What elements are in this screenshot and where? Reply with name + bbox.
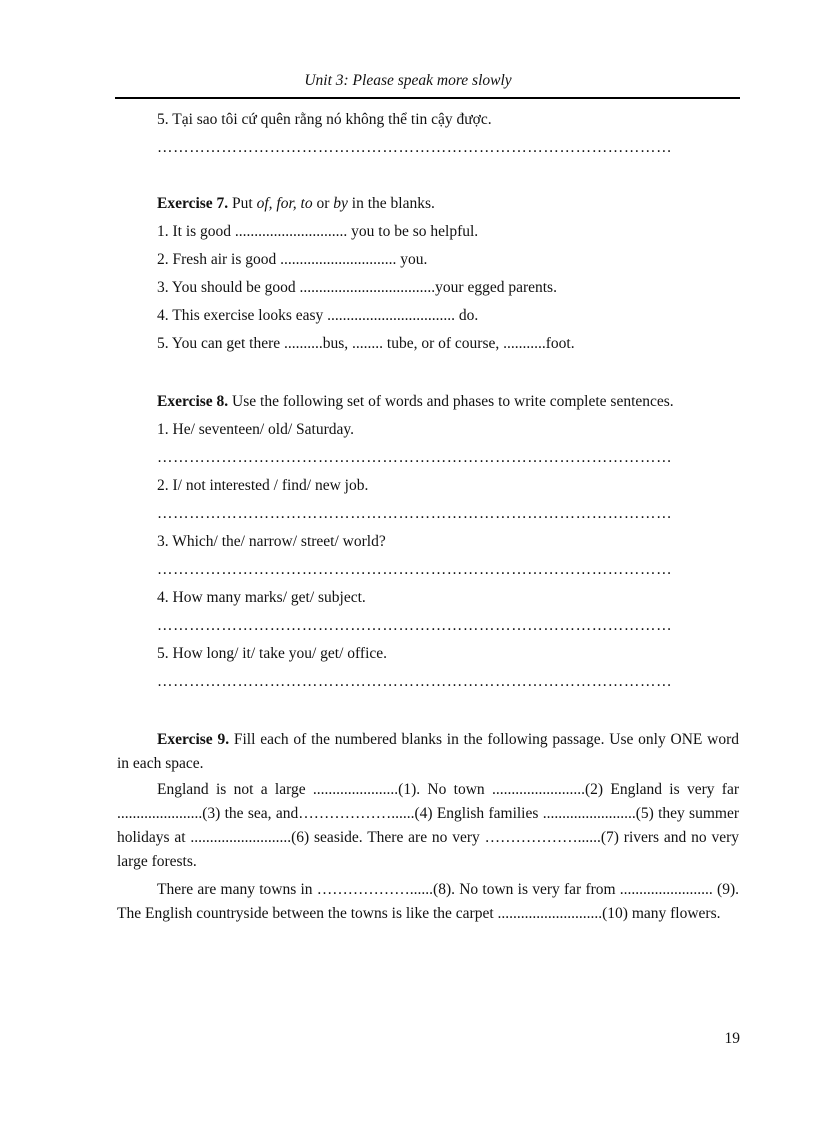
- exercise-8-item: 3. Which/ the/ narrow/ street/ world?: [157, 533, 386, 550]
- running-head: Unit 3: Please speak more slowly: [304, 72, 512, 89]
- exercise-8-label: Exercise 8.: [157, 393, 229, 410]
- exercise-9-heading: [117, 728, 739, 776]
- exercise-7-item: 4. This exercise looks easy ................................. do.: [157, 307, 479, 324]
- exercise-7-item: 1. It is good ............................. you to be so helpful.: [157, 223, 479, 240]
- exercise-8-item: 1. He/ seventeen/ old/ Saturday.: [157, 421, 354, 438]
- answer-line: ……………………………………………………………………………………: [157, 505, 673, 522]
- passage-paragraph: England is not a large ......................(1). No town ........................(2) England is very far ......................(3) the sea, and………………......(4) English families ........................(5) they summer holidays at ..........................(6) seaside. There are no very ………………......(7) rivers and no very large forests.: [117, 781, 739, 870]
- answer-line: ……………………………………………………………………………………: [157, 673, 673, 690]
- answer-line: ……………………………………………………………………………………: [157, 139, 673, 156]
- exercise-9-passage-2: [117, 878, 739, 926]
- exercise-7-heading: [117, 190, 739, 218]
- exercise-9-instruction: Fill each of the numbered blanks in the following passage. Use only ONE word in each space.: [117, 731, 739, 772]
- exercise-8-item: 2. I/ not interested / find/ new job.: [157, 477, 369, 494]
- exercise-8-heading: [117, 390, 739, 414]
- exercise-8-item: 4. How many marks/ get/ subject.: [157, 589, 366, 606]
- exercise-7-label: Exercise 7.: [157, 195, 229, 212]
- exercise-9-label: Exercise 9.: [157, 731, 230, 748]
- exercise-7-inst-by: by: [333, 195, 348, 212]
- exercise-7-inst-words: of, for, to: [256, 195, 313, 212]
- exercise-9-passage-1: [117, 778, 739, 874]
- answer-line: ……………………………………………………………………………………: [157, 617, 673, 634]
- page-content: [117, 106, 739, 926]
- top-item-5: 5. Tại sao tôi cứ quên rằng nó không thể tin cậy được.: [157, 111, 492, 128]
- answer-line: ……………………………………………………………………………………: [157, 449, 673, 466]
- exercise-7-inst-or: or: [316, 195, 330, 212]
- exercise-7-inst-post: in the blanks.: [351, 195, 435, 212]
- exercise-8-item: 5. How long/ it/ take you/ get/ office.: [157, 645, 388, 662]
- exercise-8-instruction: Use the following set of words and phases to write complete sentences.: [232, 393, 674, 410]
- exercise-7-inst-pre: Put: [232, 195, 253, 212]
- page-number: 19: [724, 1030, 740, 1047]
- exercise-7-item: 3. You should be good ...................................your egged parents.: [157, 279, 557, 296]
- header-rule: [115, 97, 740, 99]
- passage-paragraph: There are many towns in ………………......(8). No town is very far from ........................ (9). The English countryside between the towns is like the carpet ...........................(10) many flowers.: [117, 881, 739, 922]
- exercise-7-item: 2. Fresh air is good .............................. you.: [157, 251, 428, 268]
- exercise-7-item: 5. You can get there ..........bus, ........ tube, or of course, ...........foot.: [157, 335, 575, 352]
- answer-line: ……………………………………………………………………………………: [157, 561, 673, 578]
